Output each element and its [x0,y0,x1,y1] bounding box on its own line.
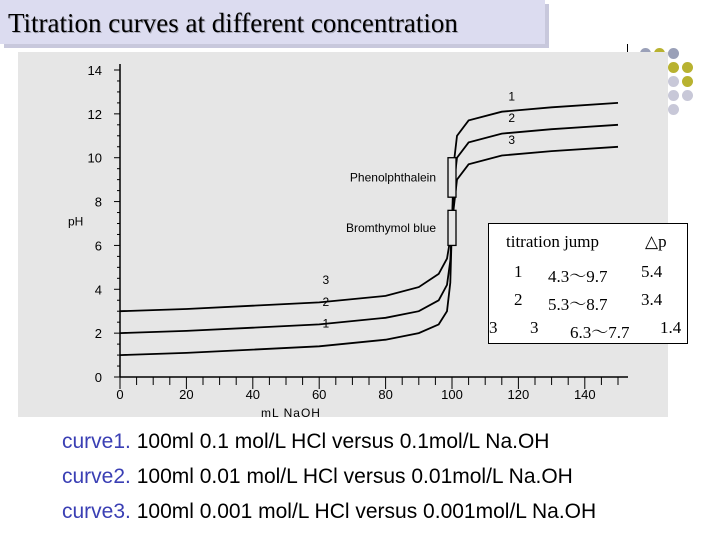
decorative-dot [668,90,679,101]
caption-line [62,459,596,494]
indicator-range-bar [448,158,456,197]
jump-row-curve: 1 [514,262,523,281]
caption-text: 100ml 0.1 mol/L HCl versus 0.1mol/L Na.OH [130,430,550,453]
decorative-dot [682,76,693,87]
caption-label: curve2. [62,465,131,488]
x-tick-label: 0 [116,387,124,402]
jump-row-curve: 3 [530,318,539,337]
title-bar [0,0,545,44]
y-tick-label: 0 [94,370,102,385]
caption-line [62,494,596,529]
caption-label: curve3. [62,500,131,523]
y-tick-label: 6 [94,238,102,254]
titration-jump-table [488,223,688,344]
jump-row-range: 6.3～7.7 [570,323,630,342]
caption-label: curve1. [62,430,131,453]
y-tick-label: 4 [94,282,102,298]
x-tick-label: 40 [245,387,261,402]
decorative-dot [668,104,679,115]
curve-label-right: 3 [508,133,516,148]
decorative-dot [668,48,679,59]
jump-header-label: titration jump [506,232,600,251]
y-tick-label: 14 [87,63,102,78]
curve-label-left: 1 [322,316,330,331]
jump-row-delta: 1.4 [660,318,682,337]
decorative-dot [668,76,679,87]
indicator-range-bar [448,210,456,245]
caption-text: 100ml 0.01 mol/L HCl versus 0.01mol/L Na.OH [130,465,573,488]
curve-label-left: 2 [322,294,330,309]
jump-stray-label: 3 [489,318,498,337]
x-tick-label: 120 [507,387,530,402]
decorative-dot [668,62,679,73]
decorative-dot [682,90,693,101]
y-tick-label: 2 [94,326,102,342]
jump-row-curve: 2 [514,290,523,309]
y-tick-label: 10 [87,150,102,166]
indicator-label: Bromthymol blue [345,220,436,235]
indicator-label: Phenolphthalein [349,170,436,185]
x-tick-label: 80 [378,387,393,402]
slide-title: Titration curves at different concentration [8,8,458,38]
y-axis-label: pH [68,214,84,229]
caption-text: 100ml 0.001 mol/L HCl versus 0.001mol/L Na.OH [130,500,597,523]
x-tick-label: 140 [573,387,596,402]
y-tick-label: 12 [87,106,102,122]
jump-header-delta: △p [645,232,667,251]
caption-line [62,424,596,459]
x-axis-label: mL NaOH [261,406,321,417]
jump-row-range: 5.3～8.7 [548,295,608,314]
curve-captions [62,424,596,529]
y-tick-label: 8 [94,194,102,210]
decorative-dot [682,62,693,73]
jump-row-delta: 3.4 [641,290,663,309]
x-tick-label: 60 [311,387,327,402]
x-tick-label: 100 [441,387,463,402]
curve-label-right: 2 [508,111,516,126]
jump-row-range: 4.3～9.7 [548,267,608,286]
x-tick-label: 20 [179,387,194,402]
jump-row-delta: 5.4 [641,262,663,281]
curve-label-right: 1 [508,89,516,104]
curve-label-left: 3 [322,272,330,287]
